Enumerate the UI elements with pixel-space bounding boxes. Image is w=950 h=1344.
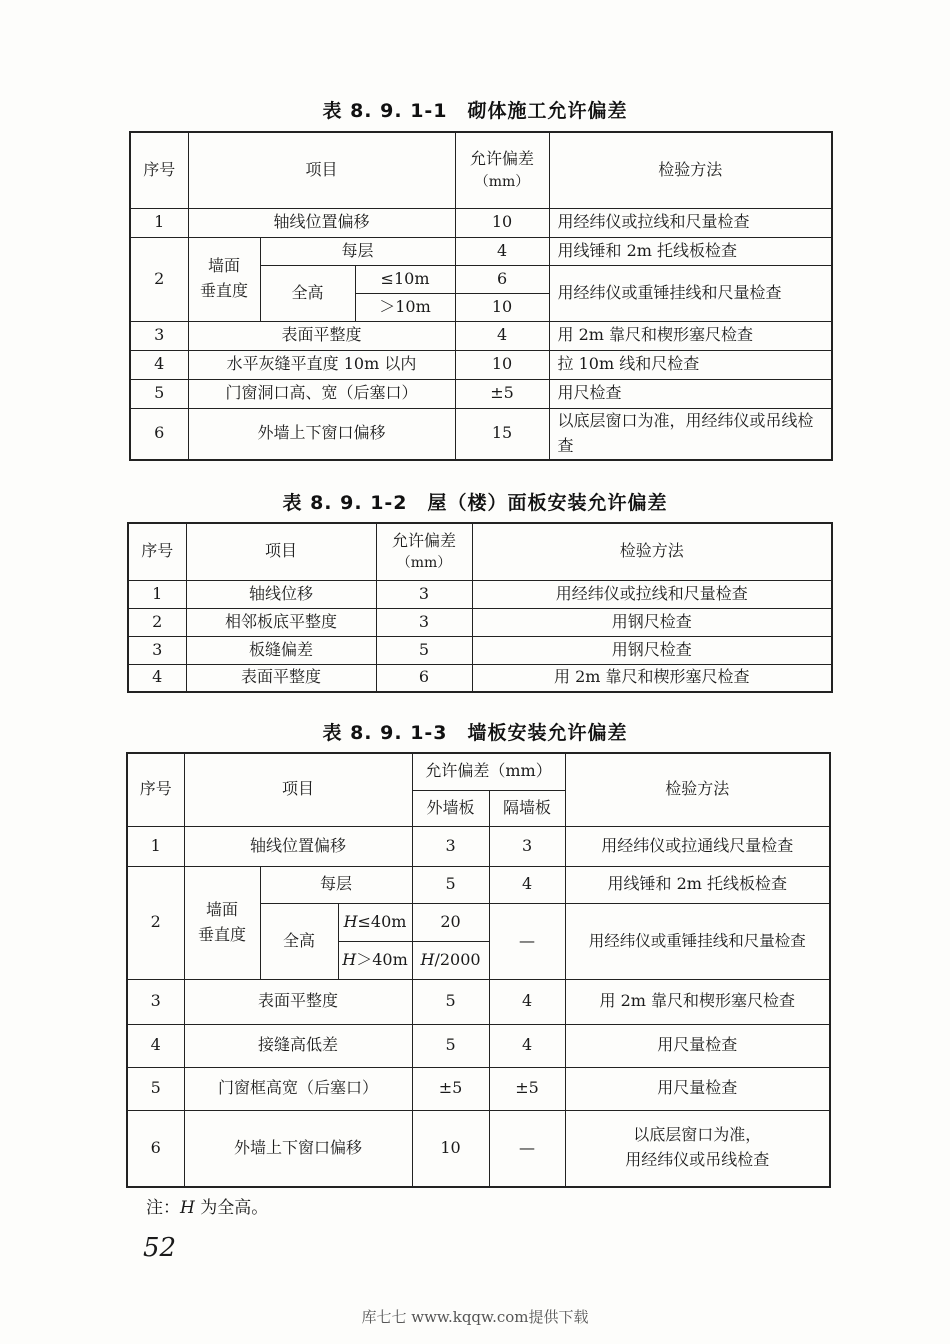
row-no: 1 bbox=[130, 208, 188, 237]
row-item: 轴线位置偏移 bbox=[184, 826, 412, 866]
row-tolerance: 3 bbox=[376, 608, 472, 636]
table-row bbox=[128, 580, 832, 608]
row-exterior: ±5 bbox=[412, 1067, 489, 1110]
table-header-row bbox=[127, 753, 830, 790]
row-tolerance: 3 bbox=[376, 580, 472, 608]
row-tolerance: ±5 bbox=[455, 379, 549, 408]
row-item: 门窗洞口高、宽（后塞口） bbox=[188, 379, 455, 408]
table2-title: 表 8. 9. 1-2 屋（楼）面板安装允许偏差 bbox=[282, 492, 668, 514]
table-row bbox=[127, 979, 830, 1024]
header-item: 项目 bbox=[188, 132, 455, 208]
row-tolerance: 15 bbox=[455, 408, 549, 460]
table-row bbox=[130, 321, 832, 350]
row-subitem: 全高 bbox=[260, 903, 338, 979]
row-tolerance: 6 bbox=[455, 265, 549, 293]
table-row bbox=[130, 379, 832, 408]
header-no: 序号 bbox=[128, 523, 186, 580]
row-tolerance: 10 bbox=[455, 350, 549, 379]
table-row bbox=[127, 1024, 830, 1067]
header-tolerance: 允许偏差 （mm） bbox=[376, 523, 472, 580]
table-row bbox=[128, 608, 832, 636]
row-method: 拉 10m 线和尺检查 bbox=[549, 350, 832, 379]
row-no: 2 bbox=[127, 866, 184, 979]
table-row bbox=[128, 636, 832, 664]
row-item: 轴线位移 bbox=[186, 580, 376, 608]
row-method: 用经纬仪或拉线和尺量检查 bbox=[472, 580, 832, 608]
row-partition: 3 bbox=[489, 826, 565, 866]
row-method: 用 2m 靠尺和楔形塞尺检查 bbox=[565, 979, 830, 1024]
header-exterior-wall: 外墙板 bbox=[412, 790, 489, 826]
row-subitem: 全高 bbox=[260, 265, 355, 321]
row-method: 用经纬仪或拉通线尺量检查 bbox=[565, 826, 830, 866]
row-method: 以底层窗口为准， 用经纬仪或吊线检查 bbox=[565, 1110, 830, 1187]
row-method: 用尺量检查 bbox=[565, 1067, 830, 1110]
header-method: 检验方法 bbox=[472, 523, 832, 580]
row-partition: 4 bbox=[489, 979, 565, 1024]
row-no: 4 bbox=[130, 350, 188, 379]
table-row bbox=[130, 208, 832, 237]
row-subitem: 每层 bbox=[260, 237, 455, 265]
row-condition: ≤10m bbox=[355, 265, 455, 293]
row-no: 4 bbox=[127, 1024, 184, 1067]
row-item: 水平灰缝平直度 10m 以内 bbox=[188, 350, 455, 379]
row-method: 用经纬仪或重锤挂线和尺量检查 bbox=[565, 903, 830, 979]
table-row bbox=[127, 866, 830, 903]
row-method: 用尺检查 bbox=[549, 379, 832, 408]
row-no: 3 bbox=[127, 979, 184, 1024]
row-tolerance: 4 bbox=[455, 321, 549, 350]
row-tolerance: 4 bbox=[455, 237, 549, 265]
header-tolerance: 允许偏差 （mm） bbox=[455, 132, 549, 208]
row-group: 墙面 垂直度 bbox=[188, 237, 260, 321]
row-exterior: 5 bbox=[412, 979, 489, 1024]
page-number: 52 bbox=[143, 1233, 177, 1263]
header-item: 项目 bbox=[186, 523, 376, 580]
row-method: 用线锤和 2m 托线板检查 bbox=[549, 237, 832, 265]
row-no: 5 bbox=[127, 1067, 184, 1110]
table-row bbox=[130, 350, 832, 379]
row-no: 5 bbox=[130, 379, 188, 408]
row-method: 用线锤和 2m 托线板检查 bbox=[565, 866, 830, 903]
row-condition: H≤40m bbox=[338, 903, 412, 941]
row-condition: H＞40m bbox=[338, 941, 412, 979]
header-item: 项目 bbox=[184, 753, 412, 826]
row-method: 用钢尺检查 bbox=[472, 608, 832, 636]
row-tolerance: 10 bbox=[455, 293, 549, 321]
table-row bbox=[128, 664, 832, 692]
row-item: 门窗框高宽（后塞口） bbox=[184, 1067, 412, 1110]
footer-watermark: 库七七 www.kqqw.com提供下载 bbox=[361, 1308, 589, 1326]
row-no: 1 bbox=[128, 580, 186, 608]
row-partition: ±5 bbox=[489, 1067, 565, 1110]
row-partition: — bbox=[489, 1110, 565, 1187]
row-exterior: 10 bbox=[412, 1110, 489, 1187]
row-no: 4 bbox=[128, 664, 186, 692]
row-method: 用 2m 靠尺和楔形塞尺检查 bbox=[472, 664, 832, 692]
row-exterior: 5 bbox=[412, 1024, 489, 1067]
row-tolerance: 6 bbox=[376, 664, 472, 692]
row-item: 外墙上下窗口偏移 bbox=[188, 408, 455, 460]
row-no: 2 bbox=[128, 608, 186, 636]
row-no: 3 bbox=[128, 636, 186, 664]
table-header-row bbox=[128, 523, 832, 580]
table-note: 注：H 为全高。 bbox=[146, 1198, 269, 1218]
row-no: 2 bbox=[130, 237, 188, 321]
row-item: 外墙上下窗口偏移 bbox=[184, 1110, 412, 1187]
row-tolerance: 10 bbox=[455, 208, 549, 237]
row-item: 板缝偏差 bbox=[186, 636, 376, 664]
table-row bbox=[130, 408, 832, 460]
row-method: 用钢尺检查 bbox=[472, 636, 832, 664]
row-condition: ＞10m bbox=[355, 293, 455, 321]
table-row bbox=[127, 1110, 830, 1187]
row-method: 以底层窗口为准，用经纬仪或吊线检查 bbox=[549, 408, 832, 460]
table-header-row bbox=[130, 132, 832, 208]
header-partition-wall: 隔墙板 bbox=[489, 790, 565, 826]
row-method: 用经纬仪或拉线和尺量检查 bbox=[549, 208, 832, 237]
row-no: 6 bbox=[127, 1110, 184, 1187]
row-subitem: 每层 bbox=[260, 866, 412, 903]
row-exterior: 3 bbox=[412, 826, 489, 866]
table-row bbox=[127, 826, 830, 866]
header-tolerance: 允许偏差（mm） bbox=[412, 753, 565, 790]
table3-title: 表 8. 9. 1-3 墙板安装允许偏差 bbox=[322, 722, 628, 744]
table1-title: 表 8. 9. 1-1 砌体施工允许偏差 bbox=[322, 100, 628, 122]
header-no: 序号 bbox=[130, 132, 188, 208]
table3 bbox=[126, 752, 831, 1188]
row-item: 表面平整度 bbox=[188, 321, 455, 350]
row-item: 相邻板底平整度 bbox=[186, 608, 376, 636]
row-no: 1 bbox=[127, 826, 184, 866]
table-row bbox=[130, 237, 832, 265]
row-item: 表面平整度 bbox=[184, 979, 412, 1024]
row-partition: — bbox=[489, 903, 565, 979]
table2 bbox=[127, 522, 833, 693]
row-exterior: 5 bbox=[412, 866, 489, 903]
row-item: 表面平整度 bbox=[186, 664, 376, 692]
row-exterior: H/2000 bbox=[412, 941, 489, 979]
row-exterior: 20 bbox=[412, 903, 489, 941]
table-row bbox=[127, 1067, 830, 1110]
row-partition: 4 bbox=[489, 1024, 565, 1067]
row-no: 6 bbox=[130, 408, 188, 460]
row-method: 用尺量检查 bbox=[565, 1024, 830, 1067]
table1 bbox=[129, 131, 833, 461]
row-group: 墙面 垂直度 bbox=[184, 866, 260, 979]
row-partition: 4 bbox=[489, 866, 565, 903]
row-method: 用经纬仪或重锤挂线和尺量检查 bbox=[549, 265, 832, 321]
header-method: 检验方法 bbox=[565, 753, 830, 826]
row-no: 3 bbox=[130, 321, 188, 350]
row-tolerance: 5 bbox=[376, 636, 472, 664]
row-item: 接缝高低差 bbox=[184, 1024, 412, 1067]
row-item: 轴线位置偏移 bbox=[188, 208, 455, 237]
row-method: 用 2m 靠尺和楔形塞尺检查 bbox=[549, 321, 832, 350]
header-no: 序号 bbox=[127, 753, 184, 826]
header-method: 检验方法 bbox=[549, 132, 832, 208]
